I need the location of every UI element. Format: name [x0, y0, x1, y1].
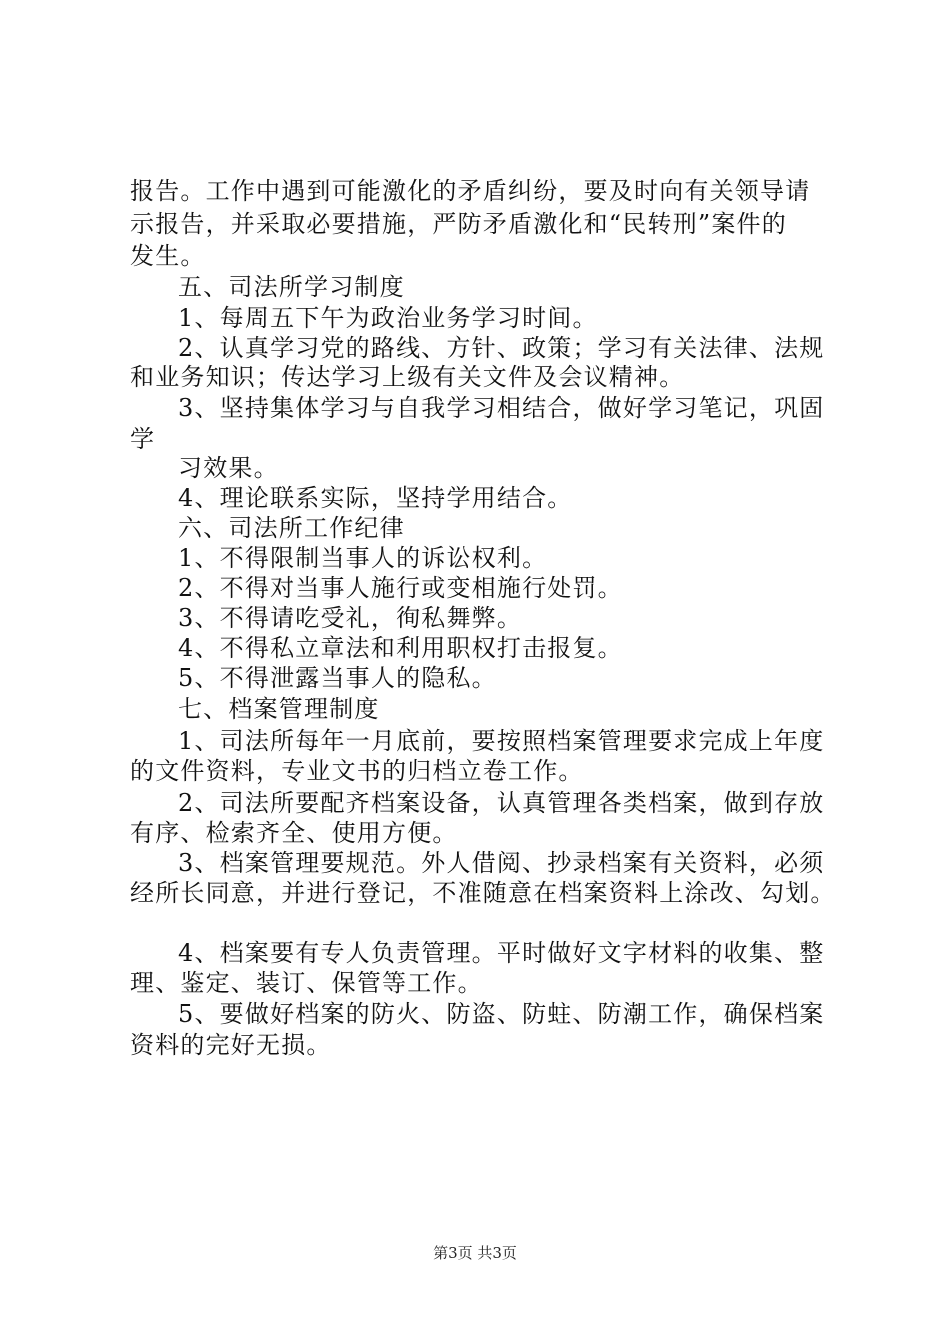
text-line: 经所长同意，并进行登记，不准随意在档案资料上涂改、勾划。 [130, 879, 836, 907]
text-line: 学 [130, 425, 156, 453]
text-line: 2、司法所要配齐档案设备，认真管理各类档案，做到存放 [178, 789, 825, 817]
text-line: 4、档案要有专人负责管理。平时做好文字材料的收集、整 [178, 939, 825, 967]
text-line: 4、理论联系实际，坚持学用结合。 [178, 484, 573, 512]
section-heading-discipline: 六、司法所工作纪律 [178, 514, 405, 542]
text-line: 的文件资料，专业文书的归档立卷工作。 [130, 757, 584, 785]
text-line: 5、不得泄露当事人的隐私。 [178, 664, 497, 692]
text-line: 4、不得私立章法和利用职权打击报复。 [178, 634, 623, 662]
section-heading-study: 五、司法所学习制度 [178, 273, 405, 301]
text-line: 发生。 [130, 242, 206, 270]
page-footer: 第3页 共3页 [433, 1244, 517, 1262]
text-line: 2、不得对当事人施行或变相施行处罚。 [178, 574, 623, 602]
text-line: 3、坚持集体学习与自我学习相结合，做好学习笔记，巩固 [178, 394, 825, 422]
text-line: 5、要做好档案的防火、防盗、防蛀、防潮工作，确保档案 [178, 1000, 825, 1028]
text-line: 理、鉴定、装订、保管等工作。 [130, 969, 483, 997]
text-line: 示报告，并采取必要措施，严防矛盾激化和“民转刑”案件的 [130, 210, 787, 238]
text-line: 2、认真学习党的路线、方针、政策；学习有关法律、法规 [178, 334, 825, 362]
text-line: 报告。工作中遇到可能激化的矛盾纠纷，要及时向有关领导请 [130, 177, 811, 205]
text-line: 资料的完好无损。 [130, 1031, 332, 1059]
text-line: 1、每周五下午为政治业务学习时间。 [178, 304, 598, 332]
section-heading-archives: 七、档案管理制度 [178, 695, 380, 723]
text-line: 1、不得限制当事人的诉讼权利。 [178, 544, 548, 572]
text-line: 3、不得请吃受礼，徇私舞弊。 [178, 604, 523, 632]
text-line: 和业务知识；传达学习上级有关文件及会议精神。 [130, 363, 685, 391]
text-line: 3、档案管理要规范。外人借阅、抄录档案有关资料，必须 [178, 849, 825, 877]
text-line: 习效果。 [178, 454, 279, 482]
text-line: 1、司法所每年一月底前，要按照档案管理要求完成上年度 [178, 727, 825, 755]
text-line: 有序、检索齐全、使用方便。 [130, 819, 458, 847]
